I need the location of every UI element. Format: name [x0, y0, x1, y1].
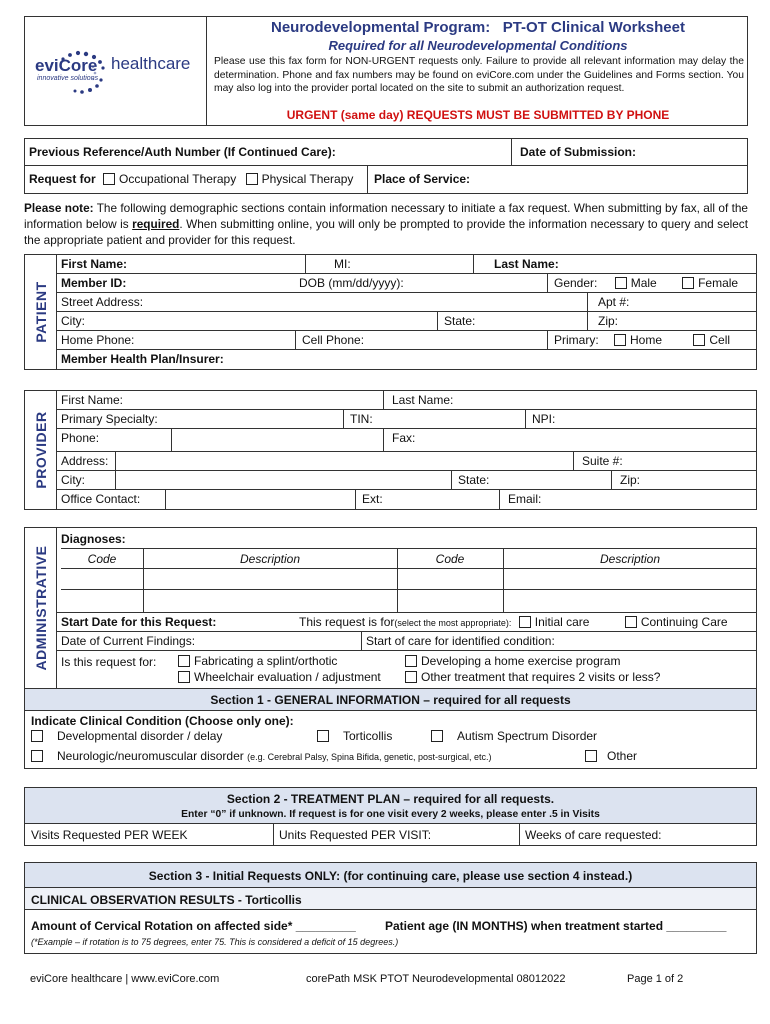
patient-section — [24, 254, 757, 370]
male-label: Male — [630, 276, 657, 290]
provider-fax[interactable]: Fax: — [383, 429, 756, 451]
male-checkbox[interactable] — [615, 277, 627, 289]
reference-table — [24, 138, 748, 194]
provider-phone[interactable]: Phone: — [61, 431, 100, 445]
diag-desc-1[interactable] — [144, 570, 397, 589]
provider-row-6 — [57, 490, 756, 509]
request-for-label: Request for — [29, 172, 96, 186]
home-label: Home — [630, 333, 663, 347]
home-exercise-checkbox[interactable] — [405, 655, 417, 667]
section-1-title: Section 1 - GENERAL INFORMATION – required for all requests — [25, 689, 756, 711]
patient-gender — [547, 274, 756, 292]
form-instructions: Please use this fax form for NON-URGENT requests only. Failure to provide all relevant information may delay the determination. Phone and fax numbers may be found on eviCore.com under the Guidelines and Forms section. You may also log into the provider portal located on the site to submit an authorization request. — [214, 56, 744, 94]
date-current-findings-field[interactable]: Date of Current Findings: — [61, 634, 196, 648]
gender-label: Gender: — [554, 276, 598, 290]
torticollis-option: Torticollis — [317, 729, 392, 743]
other-condition-checkbox[interactable] — [585, 750, 597, 762]
patient-dob[interactable]: DOB (mm/dd/yyyy): — [299, 276, 404, 290]
administrative-label: ADMINISTRATIVE — [25, 528, 57, 688]
provider-label: PROVIDER — [25, 391, 57, 509]
note-lead: Please note: — [24, 201, 94, 215]
section-2-subtitle: Enter “0” if unknown. If request is for one visit every 2 weeks, please enter .5 in Visits — [181, 809, 600, 820]
rotation-example-note: (*Example – if rotation is to 75 degrees, enter 75. This is considered a deficit of 15 degrees.) — [31, 937, 399, 947]
diag-code-1[interactable] — [61, 570, 143, 589]
section-1 — [24, 688, 757, 769]
provider-last-name[interactable]: Last Name: — [383, 391, 756, 409]
other-condition-option: Other — [585, 749, 637, 763]
note-text-1: The following demographic sections contain information necessary to initiate a fax request. When submitting by fax, all of the information below is — [24, 201, 748, 231]
autism-checkbox[interactable] — [431, 730, 443, 742]
provider-city[interactable]: City: — [61, 473, 85, 487]
form-header — [24, 16, 748, 126]
provider-tin[interactable]: TIN: — [343, 410, 525, 428]
code-header-2: Code — [435, 552, 465, 566]
admin-row-2 — [57, 632, 756, 651]
neuro-option: Neurologic/neuromuscular disorder (e.g. Cerebral Palsy, Spina Bifida, genetic, post-surgical, etc.) — [31, 749, 492, 763]
ot-label: Occupational Therapy — [119, 172, 237, 186]
provider-email[interactable]: Email: — [499, 490, 756, 509]
patient-street[interactable]: Street Address: — [61, 295, 144, 309]
diagnoses-label: Diagnoses: — [61, 532, 126, 546]
section-2-title: Section 2 - TREATMENT PLAN – required for all requests. — [226, 792, 555, 806]
provider-section — [24, 390, 757, 510]
patient-city[interactable]: City: — [61, 314, 85, 328]
provider-state[interactable]: State: — [451, 471, 611, 489]
date-submission-field[interactable]: Date of Submission: — [511, 139, 747, 165]
patient-row-2 — [57, 274, 756, 293]
section-2 — [24, 787, 757, 846]
provider-row-3 — [57, 429, 756, 452]
form-subtitle: Required for all Neurodevelopmental Conditions — [328, 38, 628, 53]
patient-row-3 — [57, 293, 756, 312]
request-is-for-label: This request is for — [299, 615, 395, 629]
wheelchair-checkbox[interactable] — [178, 671, 190, 683]
select-most-label: (select the most appropriate): — [394, 618, 512, 628]
provider-npi[interactable]: NPI: — [525, 410, 756, 428]
logo-brand2: healthcare — [111, 54, 191, 73]
is-request-for-label: Is this request for: — [61, 655, 157, 669]
request-is-for-cell — [295, 613, 756, 631]
home-checkbox[interactable] — [614, 334, 626, 346]
clinical-observation-heading: CLINICAL OBSERVATION RESULTS - Torticollis — [25, 888, 756, 910]
place-of-service-field[interactable]: Place of Service: — [367, 166, 747, 193]
form-title: Neurodevelopmental Program: PT-OT Clinical Worksheet — [271, 19, 685, 36]
provider-row-1 — [57, 391, 756, 410]
female-checkbox[interactable] — [682, 277, 694, 289]
patient-age-field[interactable]: Patient age (IN MONTHS) when treatment started _________ — [385, 919, 727, 933]
wheelchair-option: Wheelchair evaluation / adjustment — [178, 670, 381, 684]
initial-care-label: Initial care — [534, 615, 590, 629]
provider-suite[interactable]: Suite #: — [573, 452, 756, 470]
other-treatment-checkbox[interactable] — [405, 671, 417, 683]
section-2-header — [25, 788, 756, 824]
footer-page-number: Page 1 of 2 — [627, 973, 684, 985]
patient-state[interactable]: State: — [437, 312, 587, 330]
patient-last-name[interactable]: Last Name: — [473, 255, 756, 273]
note-text-2: . When submitting online, you will only be prompted to provide the information necessary to query and select the appropriate patient and provider for this request. — [24, 217, 748, 247]
logo-brand: eviCore — [35, 56, 98, 75]
patient-row-4 — [57, 312, 756, 331]
patient-primary — [547, 331, 756, 349]
start-of-care-field[interactable]: Start of care for identified condition: — [361, 632, 756, 650]
header-text — [208, 17, 748, 125]
provider-row-5 — [57, 471, 756, 490]
diagnoses-grid — [61, 548, 757, 612]
pt-label: Physical Therapy — [261, 172, 354, 186]
provider-office-contact[interactable]: Office Contact: — [61, 492, 141, 506]
provider-specialty[interactable]: Primary Specialty: — [61, 412, 158, 426]
provider-row-2 — [57, 410, 756, 429]
start-date-field[interactable]: Start Date for this Request: — [61, 615, 217, 629]
code-header-1: Code — [87, 552, 117, 566]
logo-tagline: innovative solutions — [37, 75, 99, 82]
footer-form-id: corePath MSK PTOT Neurodevelopmental 08012022 — [306, 973, 566, 985]
pt-checkbox[interactable] — [246, 173, 258, 185]
logo-area — [25, 17, 207, 125]
patient-health-plan[interactable]: Member Health Plan/Insurer: — [61, 352, 224, 366]
cell-checkbox[interactable] — [693, 334, 705, 346]
visits-per-week-field[interactable]: Visits Requested PER WEEK — [31, 828, 188, 842]
clinical-condition-label: Indicate Clinical Condition (Choose only one): — [31, 714, 294, 728]
provider-zip[interactable]: Zip: — [611, 471, 756, 489]
autism-option: Autism Spectrum Disorder — [431, 729, 597, 743]
ot-checkbox[interactable] — [103, 173, 115, 185]
weeks-of-care-field[interactable]: Weeks of care requested: — [525, 828, 662, 842]
other-treatment-option: Other treatment that requires 2 visits or less? — [405, 670, 660, 684]
patient-home-phone[interactable]: Home Phone: — [61, 333, 135, 347]
note-required: required — [132, 217, 180, 231]
patient-row-5 — [57, 331, 756, 350]
footer-website: eviCore healthcare | www.eviCore.com — [30, 973, 220, 985]
diagnoses-header-row — [61, 549, 757, 569]
section-3-title: Section 3 - Initial Requests ONLY: (for continuing care, please use section 4 instead.) — [25, 863, 756, 888]
section-3 — [24, 862, 757, 954]
torticollis-checkbox[interactable] — [317, 730, 329, 742]
cervical-rotation-field[interactable]: Amount of Cervical Rotation on affected side* _________ — [31, 919, 356, 933]
patient-first-name[interactable]: First Name: — [61, 257, 128, 271]
dev-disorder-checkbox[interactable] — [31, 730, 43, 742]
home-exercise-option: Developing a home exercise program — [405, 654, 620, 668]
description-header-2: Description — [599, 552, 661, 566]
admin-row-1 — [57, 612, 756, 632]
provider-ext[interactable]: Ext: — [355, 490, 499, 509]
patient-apt[interactable]: Apt #: — [587, 293, 756, 311]
patient-cell-phone[interactable]: Cell Phone: — [295, 331, 547, 349]
request-for-cell — [25, 166, 367, 193]
description-header-1: Description — [239, 552, 301, 566]
patient-row-1 — [57, 255, 756, 274]
administrative-section — [24, 527, 757, 689]
ref-row-2 — [25, 166, 747, 193]
provider-first-name[interactable]: First Name: — [61, 393, 124, 407]
patient-zip[interactable]: Zip: — [587, 312, 756, 330]
primary-label: Primary: — [554, 333, 599, 347]
continuing-care-label: Continuing Care — [640, 615, 728, 629]
dev-disorder-option: Developmental disorder / delay — [31, 729, 222, 743]
prev-ref-field[interactable]: Previous Reference/Auth Number (If Continued Care): — [29, 145, 336, 159]
units-per-visit-field[interactable]: Units Requested PER VISIT: — [279, 828, 432, 842]
urgent-notice: URGENT (same day) REQUESTS MUST BE SUBMITTED BY PHONE — [286, 108, 670, 122]
female-label: Female — [698, 276, 739, 290]
continuing-care-checkbox[interactable] — [625, 616, 637, 628]
provider-address[interactable]: Address: — [61, 454, 109, 468]
cell-label: Cell — [709, 333, 731, 347]
splint-option: Fabricating a splint/orthotic — [178, 654, 337, 668]
initial-care-checkbox[interactable] — [519, 616, 531, 628]
ref-row-1 — [25, 139, 747, 166]
provider-row-4 — [57, 452, 756, 471]
neuro-checkbox[interactable] — [31, 750, 43, 762]
patient-label: PATIENT — [25, 255, 57, 369]
splint-checkbox[interactable] — [178, 655, 190, 667]
please-note — [24, 200, 748, 248]
patient-mi[interactable]: MI: — [305, 255, 473, 273]
patient-member-id[interactable]: Member ID: — [61, 276, 127, 290]
patient-row-6 — [57, 350, 756, 369]
